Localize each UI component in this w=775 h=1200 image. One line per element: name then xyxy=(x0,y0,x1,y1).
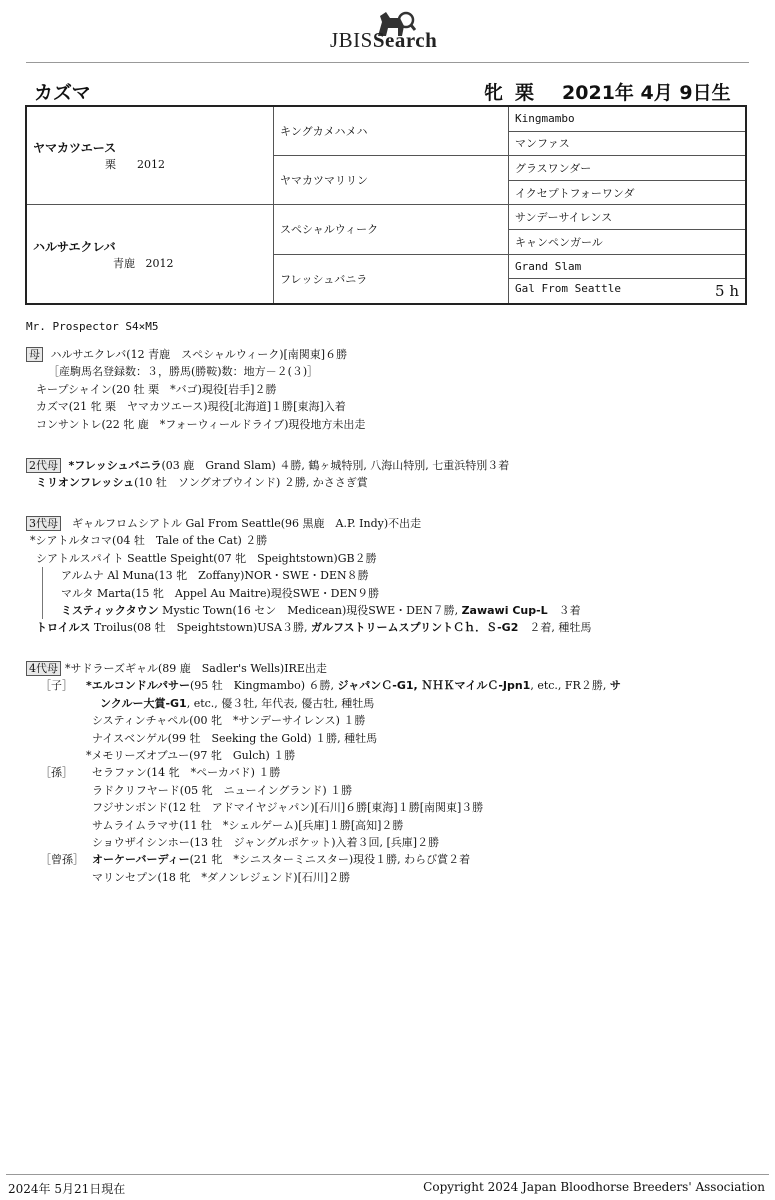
dam-section xyxy=(26,346,365,433)
dam4-badge: 4代母 xyxy=(26,661,61,676)
horse-info xyxy=(484,78,743,105)
dam-cell xyxy=(26,205,274,304)
inbreed-generation-note: 5 h xyxy=(715,281,739,300)
ped-g3-1: Kingmambo xyxy=(509,106,747,131)
ped-g3-7: Grand Slam xyxy=(509,254,747,279)
sire-dam: ヤマカツマリリン xyxy=(274,156,509,205)
dam-sire: スペシャルウィーク xyxy=(274,205,509,254)
dam3-section: 3代母 ギャルフロムシアトル Gal From Seattle(96 黒鹿 A.P. Indy)不出走 *シアトルタコマ(04 牡 Tale of the Cat) ２勝 シアトルスパイト Seattle Speight(07 牝 Speightstown)GB２勝 アルムナ Al Muna(13 牝 Zoffany)NOR・SWE・DEN８勝 マルタ Marta(15 牝 Appel Au Maitre)現役SWE・DEN９勝 ミスティックタウン Mystic Town(16 セン Medicean)現役SWE・DEN７勝, Zawawi Cup-L ３着 トロイルス Troilus(08 牡 Speightstown)USA３勝, ガルフストリームスプリントＣｈ．Ｓ-G2 ２着, 種牡馬 xyxy=(26,515,591,637)
sire-detail: 栗 2012 xyxy=(105,158,165,172)
dam-badge: 母 xyxy=(26,347,43,362)
ped-g3-2: マンファス xyxy=(509,131,747,156)
horse-name: カズマ xyxy=(34,82,91,104)
ped-g3-4: イクセプトフォーワンダ xyxy=(509,180,747,205)
dam-produce-stats: ［産駒馬名登録数：３，勝馬(勝鞍)数：地方－２(３)］ xyxy=(48,365,319,379)
dam2-section: 2代母 *フレッシュバニラ(03 鹿 Grand Slam) ４勝, 鶴ヶ城特別, 八海山特別, 七重浜特別３着 ミリオンフレッシュ(10 牡 ソングオブウインド) ２勝, かささぎ賞 xyxy=(26,457,509,492)
sire-cell xyxy=(26,106,274,205)
dam-dam: フレッシュバニラ xyxy=(274,254,509,304)
dam-name: ハルサエクレバ xyxy=(33,239,116,254)
horse-sex: 牝 xyxy=(484,82,504,104)
sire-sire: キングカメハメハ xyxy=(274,106,509,156)
copyright: Copyright 2024 Japan Bloodhorse Breeders' Association xyxy=(423,1180,765,1194)
horse-birth: 2021年 4月 9日生 xyxy=(562,82,731,104)
dam-offspring-3: コンサントレ(22 牝 鹿 *フォーウィールドライブ)現役地方未出走 xyxy=(36,417,366,431)
dam3-badge: 3代母 xyxy=(26,516,61,531)
horse-color: 栗 xyxy=(515,82,535,104)
dam2-badge: 2代母 xyxy=(26,458,61,473)
dam4-section: 4代母 *サドラーズギャル(89 鹿 Sadler's Wells)IRE出走 ［子］ *エルコンドルパサー(95 牡 Kingmambo) ６勝, ジャパンＣ-G1, ＮＨＫマイルＣ-Jpn1, etc., FR２勝, サ ンクルー大賞-G1, etc., 優３牡, 年代表, 優古牡, 種牡馬 システィンチャペル(00 牝 *サンデーサイレンス) １勝 ナイスベンゲル(99 牡 Seeking the Gold) １勝, 種牡馬 *メモリーズオブユー(97 牝 Gulch) １勝 ［孫］ セラファン(14 牝 *ペーカバド) １勝 ラドクリフヤード(05 牝 ニューイングランド) １勝 フジサンボンド(12 牡 アドマイヤジャパン)[石川]６勝[東海]１勝[南関東]３勝 サムライムラマサ(11 牡 *シェルゲーム)[兵庫]１勝[高知]２勝 ショウザイシンホー(13 牡 ジャングルポケット)入着３回, [兵庫]２勝 ［曾孫］ オーケーバーディー(21 牝 *シニスターミニスター)現役１勝, わらび賞２着 マリンセプン(18 牝 *ダノンレジェンド)[石川]２勝 xyxy=(26,660,621,886)
ped-g3-6: キャンペンガール xyxy=(509,229,747,254)
footer-divider xyxy=(6,1174,769,1175)
dam-line: ハルサエクレバ(12 青鹿 スペシャルウィーク)[南関東]６勝 xyxy=(50,348,348,361)
dam-offspring-1: キープシャイン(20 牡 栗 *バゴ)現役[岩手]２勝 xyxy=(36,382,277,396)
pedigree-table xyxy=(25,105,747,305)
ped-g3-3: グラスワンダー xyxy=(509,156,747,181)
dam-detail: 青鹿 2012 xyxy=(113,256,174,270)
header-divider xyxy=(26,62,749,63)
logo-text: JBISSearch xyxy=(330,28,438,52)
inbreeding-note: Mr. Prospector S4×M5 xyxy=(26,320,159,333)
sire-name: ヤマカツエース xyxy=(33,141,117,156)
jbis-logo xyxy=(318,8,468,54)
as-of-date: 2024年 5月21日現在 xyxy=(8,1182,126,1196)
ped-g3-5: サンデーサイレンス xyxy=(509,205,747,230)
ped-g3-8: Gal From Seattle 5 h xyxy=(509,279,747,304)
dam-offspring-2: カズマ(21 牝 栗 ヤマカツエース)現役[北海道]１勝[東海]入着 xyxy=(36,400,346,414)
